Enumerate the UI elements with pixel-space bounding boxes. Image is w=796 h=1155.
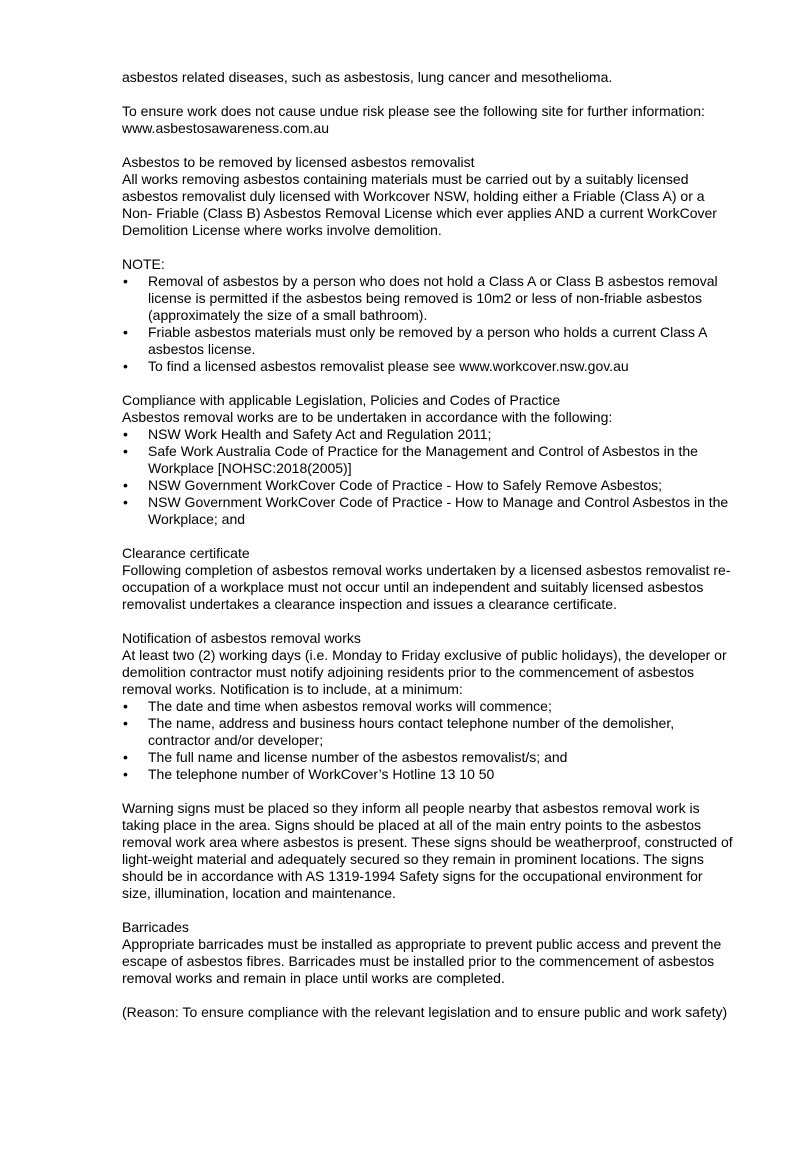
spacer <box>122 902 734 919</box>
spacer <box>122 783 734 800</box>
list-item: • The full name and license number of the asbestos removalist/s; and <box>122 749 734 766</box>
list-item: • The date and time when asbestos removal works will commence; <box>122 698 734 715</box>
list-item: • Removal of asbestos by a person who does not hold a Class A or Class B asbestos removal license is permitted if the asbestos being removed is 10m2 or less of non-friable asbestos (approximately the size of a small bathroom). <box>122 273 734 324</box>
spacer <box>122 375 734 392</box>
reason-text: (Reason: To ensure compliance with the relevant legislation and to ensure public and work safety) <box>122 1004 728 1020</box>
spacer <box>122 86 734 103</box>
barricades-body: Appropriate barricades must be installed as appropriate to prevent public access and prevent the escape of asbestos fibres. Barricades must be installed prior to the commencement of asbestos removal works and remain in place until works are completed. <box>122 936 722 986</box>
list-item: • The telephone number of WorkCover’s Hotline 13 10 50 <box>122 766 734 783</box>
spacer <box>122 528 734 545</box>
licensed-body: All works removing asbestos containing materials must be carried out by a suitably licensed asbestos removalist duly licensed with Workcover NSW, holding either a Friable (Class A) or a Non- Friable (Class B) Asbestos Removal License which ever applies AND a current WorkCover Demolition License where works involve demolition. <box>122 171 717 238</box>
spacer <box>122 239 734 256</box>
intro-line-diseases: asbestos related diseases, such as asbestosis, lung cancer and mesothelioma. <box>122 69 613 85</box>
list-item: • Friable asbestos materials must only be removed by a person who holds a current Class A asbestos license. <box>122 324 734 358</box>
licensed-heading: Asbestos to be removed by licensed asbestos removalist <box>122 154 475 170</box>
spacer <box>122 987 734 1004</box>
barricades-heading: Barricades <box>122 919 189 935</box>
list-item: • NSW Work Health and Safety Act and Regulation 2011; <box>122 426 734 443</box>
notification-list <box>122 698 734 783</box>
compliance-heading: Compliance with applicable Legislation, Policies and Codes of Practice <box>122 392 561 408</box>
clearance-body: Following completion of asbestos removal works undertaken by a licensed asbestos removalist re-occupation of a workplace must not occur until an independent and suitably licensed asbestos removalist undertakes a clearance inspection and issues a clearance certificate. <box>122 562 731 612</box>
intro-line-website: To ensure work does not cause undue risk please see the following site for further information: www.asbestosawareness.com.au <box>122 103 705 136</box>
spacer <box>122 613 734 630</box>
list-item: • Safe Work Australia Code of Practice for the Management and Control of Asbestos in the Workplace [NOHSC:2018(2005)] <box>122 443 734 477</box>
notification-heading: Notification of asbestos removal works <box>122 630 361 646</box>
spacer <box>122 137 734 154</box>
clearance-heading: Clearance certificate <box>122 545 250 561</box>
compliance-intro: Asbestos removal works are to be undertaken in accordance with the following: <box>122 409 613 425</box>
list-item: • The name, address and business hours contact telephone number of the demolisher, contractor and/or developer; <box>122 715 734 749</box>
notification-body: At least two (2) working days (i.e. Monday to Friday exclusive of public holidays), the developer or demolition contractor must notify adjoining residents prior to the commencement of asbestos removal works. Notification is to include, at a minimum: <box>122 647 727 697</box>
list-item: • NSW Government WorkCover Code of Practice - How to Safely Remove Asbestos; <box>122 477 734 494</box>
list-item: • NSW Government WorkCover Code of Practice - How to Manage and Control Asbestos in the Workplace; and <box>122 494 734 528</box>
compliance-list <box>122 426 734 528</box>
list-item: • To find a licensed asbestos removalist please see www.workcover.nsw.gov.au <box>122 358 734 375</box>
note-heading: NOTE: <box>122 256 165 272</box>
warning-signs-body: Warning signs must be placed so they inform all people nearby that asbestos removal work is taking place in the area. Signs should be placed at all of the main entry points to the asbestos removal work area where asbestos is present. These signs should be weatherproof, constructed of light-weight material and adequately secured so they remain in prominent locations. The signs should be in accordance with AS 1319-1994 Safety signs for the occupational environment for size, illumination, location and maintenance. <box>122 800 733 901</box>
document-page <box>122 69 734 1021</box>
note-list <box>122 273 734 375</box>
